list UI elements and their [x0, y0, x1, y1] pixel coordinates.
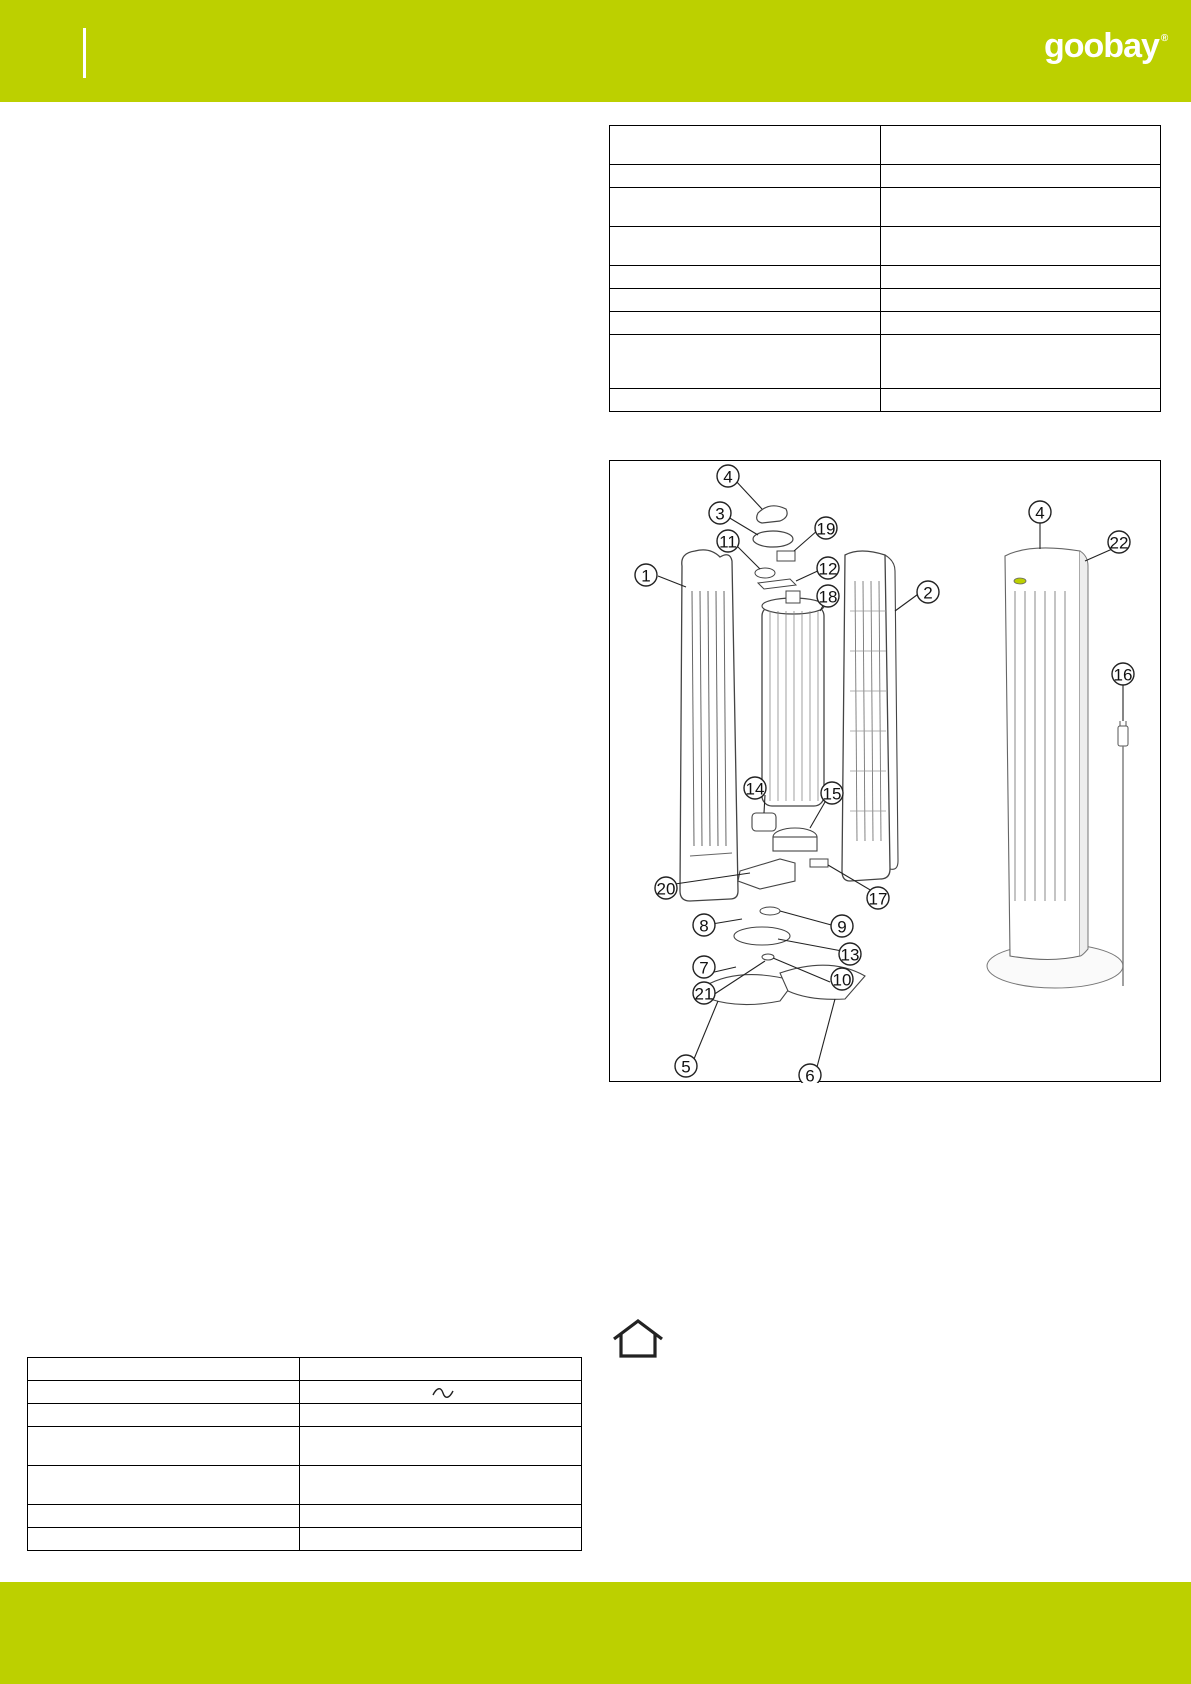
callout-number: 17: [868, 889, 888, 909]
table-cell: [28, 1466, 300, 1505]
table-cell: [300, 1358, 582, 1381]
table-cell: [300, 1427, 582, 1466]
table-cell: [610, 126, 881, 165]
impeller-drawing: [762, 591, 824, 806]
table-cell: [881, 126, 1161, 165]
goobay-logo: [1044, 27, 1167, 66]
registered-mark: ®: [1160, 33, 1168, 44]
callout-number: 13: [840, 945, 860, 965]
table-cell: [881, 266, 1161, 289]
logo-text: goobay: [1044, 27, 1159, 65]
parts-diagram-svg: [610, 461, 1162, 1083]
callout-number: 19: [816, 519, 836, 539]
table-cell: [28, 1358, 300, 1381]
callout-number: 3: [715, 504, 725, 524]
table-cell: [28, 1505, 300, 1528]
rear-panel-drawing: [842, 551, 898, 881]
table-cell: [610, 312, 881, 335]
power-cord-drawing: [1118, 721, 1128, 986]
table-cell: [610, 335, 881, 389]
table-cell: [28, 1427, 300, 1466]
table-cell: [300, 1528, 582, 1551]
footer-band: [0, 1582, 1191, 1684]
table-cell: [881, 335, 1161, 389]
table-cell: [610, 188, 881, 227]
table-cell: [610, 227, 881, 266]
table-cell: [300, 1466, 582, 1505]
callout-number: 4: [1035, 503, 1045, 523]
table-cell: [881, 165, 1161, 188]
callout-number: 12: [818, 559, 838, 579]
callout-number: 7: [699, 958, 709, 978]
table-cell: [28, 1528, 300, 1551]
callout-number: 4: [723, 467, 733, 487]
table-cell: [300, 1404, 582, 1427]
header-band: [0, 0, 1191, 102]
header-divider: [83, 28, 86, 78]
callout-number: 18: [818, 587, 838, 607]
callout-number: 21: [694, 984, 714, 1004]
callout-number: 9: [837, 917, 847, 937]
parts-diagram: [609, 460, 1161, 1082]
callout-number: 1: [641, 566, 651, 586]
ac-symbol-icon: [431, 1386, 455, 1400]
table-cell: [610, 389, 881, 412]
callout-number: 8: [699, 916, 709, 936]
callout-number: 2: [923, 583, 933, 603]
callout-number: 6: [805, 1066, 815, 1083]
table-cell: [881, 389, 1161, 412]
callout-number: 16: [1113, 665, 1133, 685]
callout-number: 14: [745, 779, 765, 799]
callout-number: 11: [719, 532, 737, 552]
table-cell: [881, 188, 1161, 227]
table-cell: [610, 266, 881, 289]
table-cell: [610, 165, 881, 188]
top-cap-parts: [753, 506, 796, 589]
callout-number: 22: [1109, 533, 1129, 553]
front-panel-drawing: [680, 550, 738, 901]
table-cell: [28, 1381, 300, 1404]
callout-number: 20: [656, 879, 676, 899]
callout-number: 5: [681, 1057, 691, 1077]
callout-number: 10: [832, 970, 852, 990]
table-cell: [881, 227, 1161, 266]
table-cell: [300, 1505, 582, 1528]
assembled-fan-drawing: [987, 548, 1123, 988]
spec-table-top: [609, 125, 1161, 412]
table-cell: [881, 289, 1161, 312]
table-cell: [28, 1404, 300, 1427]
house-icon: [611, 1318, 665, 1358]
table-cell: [610, 289, 881, 312]
callout-number: 15: [822, 784, 842, 804]
spec-table-bottom: [27, 1357, 582, 1551]
table-cell: [881, 312, 1161, 335]
